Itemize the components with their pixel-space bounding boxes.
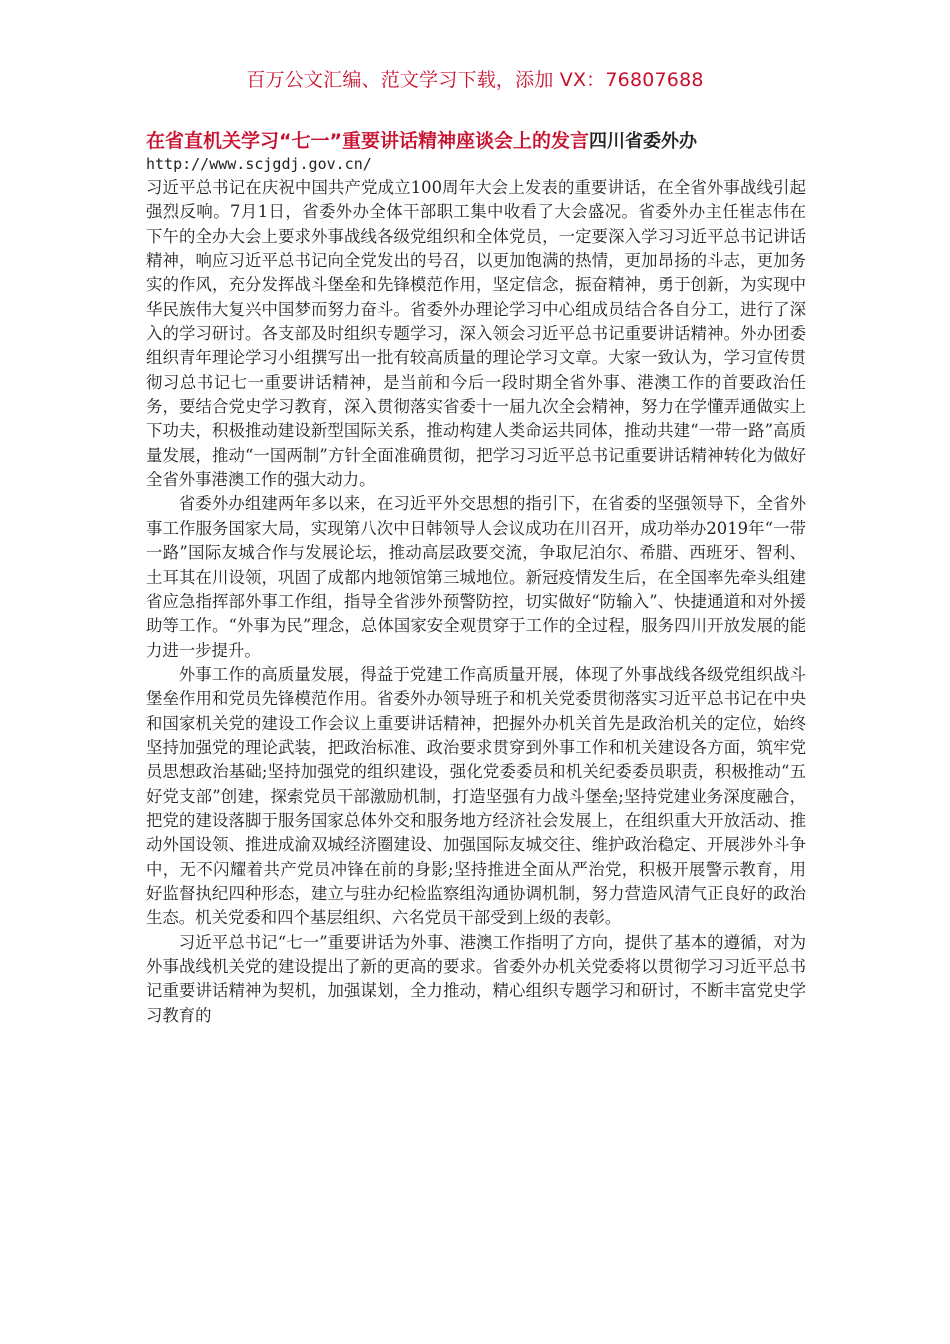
paragraph-1: 习近平总书记在庆祝中国共产党成立100周年大会上发表的重要讲话，在全省外事战线引起强烈反响。7月1日，省委外办全体干部职工集中收看了大会盛况。省委外办主任崔志伟在下午的全办大会上要求外事战线各级党组织和全体党员，一定要深入学习习近平总书记讲话精神，响应习近平总书记向全党发出的号召，以更加饱满的热情，更加昂扬的斗志，更加务实的作风，充分发挥战斗堡垒和先锋模范作用，坚定信念，振奋精神，勇于创新，为实现中华民族伟大复兴中国梦而努力奋斗。省委外办理论学习中心组成员结合各自分工，进行了深入的学习研讨。各支部及时组织专题学习，深入领会习近平总书记重要讲话精神。外办团委组织青年理论学习小组撰写出一批有较高质量的理论学习文章。大家一致认为，学习宣传贯彻习总书记七一重要讲话精神，是当前和今后一段时期全省外事、港澳工作的首要政治任务，要结合党史学习教育，深入贯彻落实省委十一届九次全会精神，努力在学懂弄通做实上下功夫，积极推动建设新型国际关系，推动构建人类命运共同体，推动共建“一带一路”高质量发展，推动“一国两制”方针全面准确贯彻，把学习习近平总书记重要讲话精神转化为做好全省外事港澳工作的强大动力。 [146, 178, 806, 490]
paragraph-3: 外事工作的高质量发展，得益于党建工作高质量开展，体现了外事战线各级党组织战斗堡垒作用和党员先锋模范作用。省委外办领导班子和机关党委贯彻落实习近平总书记在中央和国家机关党的建设工作会议上重要讲话精神，把握外办机关首先是政治机关的定位，始终坚持加强党的理论武装，把政治标准、政治要求贯穿到外事工作和机关建设各方面，筑牢党员思想政治基础;坚持加强党的组织建设，强化党委委员和机关纪委委员职责，积极推动“五好党支部”创建，探索党员干部激励机制，打造坚强有力战斗堡垒;坚持党建业务深度融合，把党的建设落脚于服务国家总体外交和服务地方经济社会发展上，在组织重大开放活动、推动外国设领、推进成渝双城经济圈建设、加强国际友城交往、维护政治稳定、开展涉外斗争中，无不闪耀着共产党员冲锋在前的身影;坚持推进全面从严治党，积极开展警示教育，用好监督执纪四种形态，建立与驻办纪检监察组沟通协调机制，努力营造风清气正良好的政治生态。机关党委和四个基层组织、六名党员干部受到上级的表彰。 [146, 664, 806, 928]
article-body [146, 176, 806, 1028]
article-author: 四川省委外办 [588, 131, 697, 152]
paragraph-2: 省委外办组建两年多以来，在习近平外交思想的指引下，在省委的坚强领导下，全省外事工作服务国家大局，实现第八次中日韩领导人会议成功在川召开，成功举办2019年“一带一路”国际友城合作与发展论坛，推动高层政要交流，争取尼泊尔、希腊、西班牙、智利、土耳其在川设领，巩固了成都内地领馆第三城地位。新冠疫情发生后，在全国率先牵头组建省应急指挥部外事工作组，指导全省涉外预警防控，切实做好“防输入”、快捷通道和对外援助等工作。“外事为民”理念，总体国家安全观贯穿于工作的全过程，服务四川开放发展的能力进一步提升。 [146, 494, 806, 660]
source-url: http://www.scjgdj.gov.cn/ [146, 155, 372, 173]
paragraph-4: 习近平总书记“七一”重要讲话为外事、港澳工作指明了方向，提供了基本的遵循，对为外事战线机关党的建设提出了新的更高的要求。省委外办机关党委将以贯彻学习习近平总书记重要讲话精神为契机，加强谋划，全力推动，精心组织专题学习和研讨，不断丰富党史学习教育的 [146, 932, 806, 1025]
download-banner: 百万公文汇编、范文学习下载，添加 VX：76807688 [246, 69, 704, 91]
article-title: 在省直机关学习“七一”重要讲话精神座谈会上的发言 [146, 130, 589, 152]
